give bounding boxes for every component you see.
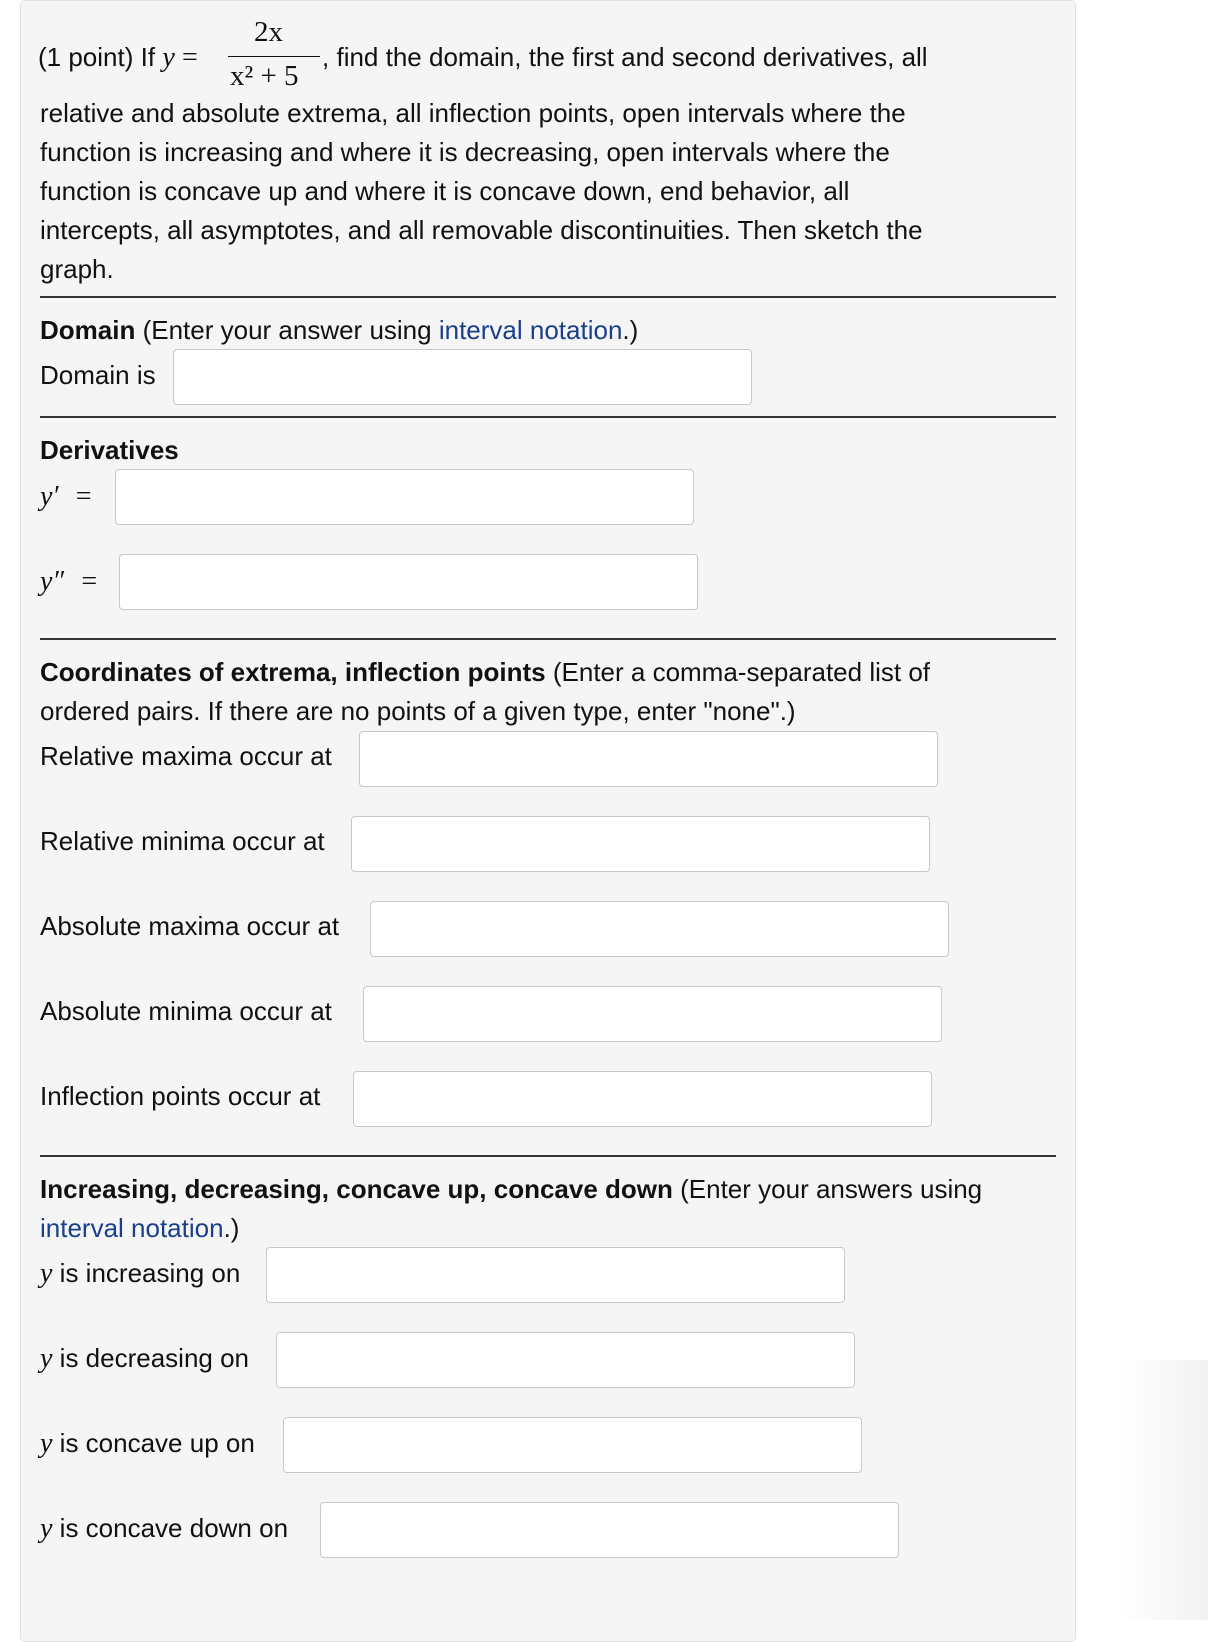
first-derivative-input[interactable] xyxy=(115,469,694,525)
intervals-heading: Increasing, decreasing, concave up, concave down xyxy=(40,1174,673,1204)
domain-heading: Domain xyxy=(40,315,136,345)
domain-note-end: .) xyxy=(622,315,639,345)
problem-line1-start xyxy=(38,37,198,78)
first-derivative-equals: = xyxy=(75,481,92,512)
intervals-heading-row xyxy=(40,1169,982,1209)
first-derivative-label: y′ xyxy=(40,481,59,512)
rel-min-label: Relative minima occur at xyxy=(40,826,325,856)
concave-up-label: is concave up on xyxy=(59,1428,255,1458)
problem-line2: relative and absolute extrema, all inflection points, open intervals where the xyxy=(40,98,906,128)
rel-min-input[interactable] xyxy=(351,816,930,872)
domain-note: (Enter your answer using xyxy=(142,315,432,345)
concave-down-label: is concave down on xyxy=(59,1513,289,1543)
concave-up-y-var: y xyxy=(40,1428,53,1459)
second-derivative-equals: = xyxy=(81,566,98,597)
equals-sign: = xyxy=(181,42,198,73)
divider-4 xyxy=(40,1155,1056,1157)
denominator-text: x² + 5 xyxy=(230,60,299,92)
second-derivative-label-row xyxy=(40,561,97,602)
divider-3 xyxy=(40,638,1056,640)
domain-heading-row xyxy=(40,310,638,350)
points-label: (1 point) xyxy=(38,42,134,72)
rel-max-input[interactable] xyxy=(359,731,938,787)
problem-line6: graph. xyxy=(40,254,114,284)
line1-rest: find the domain, the first and second derivatives, all xyxy=(336,42,928,72)
decreasing-label: is decreasing on xyxy=(59,1343,250,1373)
concave-up-label-row xyxy=(40,1423,255,1464)
abs-max-label: Absolute maxima occur at xyxy=(40,911,340,941)
extrema-heading-row xyxy=(40,652,930,692)
first-derivative-label-row xyxy=(40,476,92,517)
decreasing-input[interactable] xyxy=(276,1332,855,1388)
extrema-note-line1: (Enter a comma-separated list of xyxy=(552,657,931,687)
increasing-label-row xyxy=(40,1253,240,1294)
domain-input[interactable] xyxy=(173,349,752,405)
divider-1 xyxy=(40,296,1056,298)
fraction-numerator xyxy=(254,16,283,49)
intervals-note-line2 xyxy=(40,1208,239,1248)
extrema-heading: Coordinates of extrema, inflection points xyxy=(40,657,546,687)
rel-max-label: Relative maxima occur at xyxy=(40,741,332,771)
increasing-y-var: y xyxy=(40,1258,53,1289)
problem-line4: function is concave up and where it is concave down, end behavior, all xyxy=(40,176,850,206)
fraction-bar xyxy=(228,56,320,57)
concave-up-input[interactable] xyxy=(283,1417,862,1473)
concave-down-label-row xyxy=(40,1508,288,1549)
problem-line5: intercepts, all asymptotes, and all removable discontinuities. Then sketch the xyxy=(40,215,923,245)
decreasing-y-var: y xyxy=(40,1343,53,1374)
second-derivative-label: y″ xyxy=(40,566,65,597)
problem-line1-end xyxy=(322,37,928,77)
divider-2 xyxy=(40,416,1056,418)
concave-down-y-var: y xyxy=(40,1513,53,1544)
abs-min-label: Absolute minima occur at xyxy=(40,996,332,1026)
if-text: If xyxy=(140,42,156,72)
abs-min-input[interactable] xyxy=(363,986,942,1042)
intervals-interval-link[interactable]: interval notation xyxy=(40,1213,224,1243)
decreasing-label-row xyxy=(40,1338,249,1379)
inflection-input[interactable] xyxy=(353,1071,932,1127)
increasing-input[interactable] xyxy=(266,1247,845,1303)
comma: , xyxy=(322,42,330,72)
domain-interval-link[interactable]: interval notation xyxy=(438,315,623,345)
extrema-note-line2: ordered pairs. If there are no points of a given type, enter "none".) xyxy=(40,696,796,726)
derivatives-heading-row xyxy=(40,430,179,470)
second-derivative-input[interactable] xyxy=(119,554,698,610)
increasing-label: is increasing on xyxy=(59,1258,241,1288)
problem-line3: function is increasing and where it is decreasing, open intervals where the xyxy=(40,137,890,167)
numerator-text: 2x xyxy=(254,16,283,48)
domain-label: Domain is xyxy=(40,360,156,390)
intervals-note: (Enter your answers using xyxy=(680,1174,983,1204)
concave-down-input[interactable] xyxy=(320,1502,899,1558)
fraction-denominator xyxy=(230,60,299,93)
inflection-label: Inflection points occur at xyxy=(40,1081,321,1111)
page-edge-shadow xyxy=(1118,1360,1208,1620)
intervals-note-end: .) xyxy=(223,1213,240,1243)
y-variable: y xyxy=(162,42,175,73)
derivatives-heading: Derivatives xyxy=(40,435,179,465)
abs-max-input[interactable] xyxy=(370,901,949,957)
